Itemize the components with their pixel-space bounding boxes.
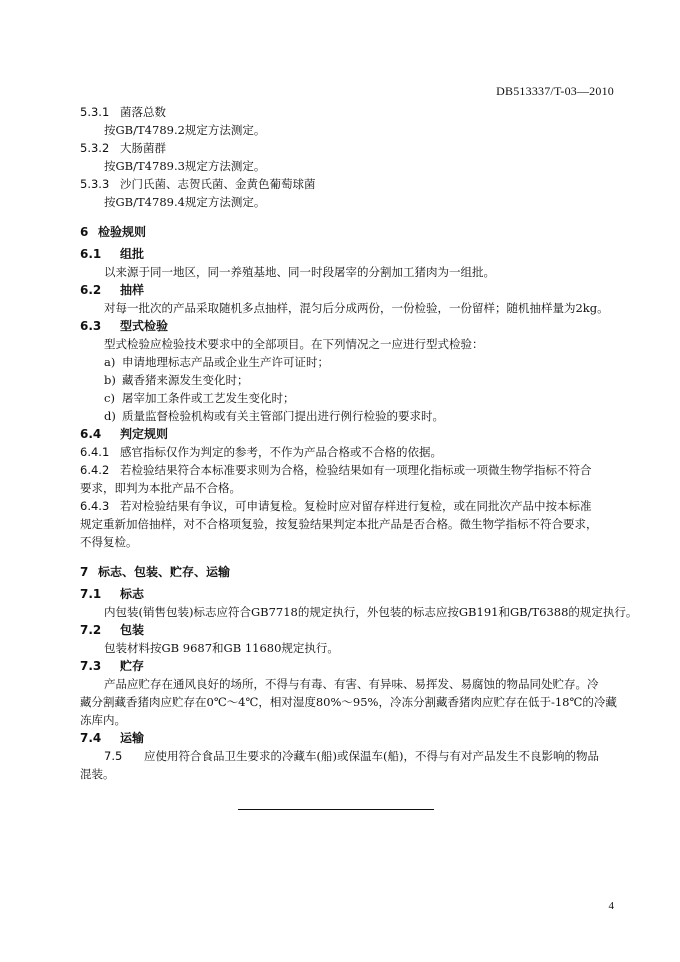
section-6-2-text: 对每一批次的产品采取随机多点抽样，混匀后分成两份，一份检验，一份留样；随机抽样量为2kg。 [104,301,609,315]
page-body [80,103,638,783]
section-7-5-text: 7.5 应使用符合食品卫生要求的冷藏车(船)或保温车(船)，不得与有对产品发生不良影响的物品 [104,749,599,763]
section-6-1-heading: 6.1 组批 [80,247,145,261]
list-item: c) 屠宰加工条件或工艺发生变化时； [104,391,295,405]
section-7-heading: 7 标志、包装、贮存、运输 [80,565,231,579]
document-code: DB513337/T-03—2010 [496,84,614,98]
section-6-2-heading: 6.2 抽样 [80,283,145,297]
section-5-3-3-text: 按GB/T4789.4规定方法测定。 [104,195,266,209]
section-7-1-heading: 7.1 标志 [80,587,145,601]
section-5-3-2-heading: 5.3.2 大肠菌群 [80,141,166,155]
section-7-3-heading: 7.3 贮存 [80,659,145,673]
section-7-3-continuation: 冻库内。 [80,713,126,727]
list-item: b) 藏香猪来源发生变化时； [104,373,249,387]
section-5-3-2-text: 按GB/T4789.3规定方法测定。 [104,159,266,173]
section-5-3-1-text: 按GB/T4789.2规定方法测定。 [104,123,266,137]
section-7-4-heading: 7.4 运输 [80,731,145,745]
section-6-4-3-continuation: 不得复检。 [80,535,138,549]
section-6-heading: 6 检验规则 [80,225,147,239]
page-number: 4 [608,900,614,912]
section-7-5-continuation: 混装。 [80,767,115,781]
section-6-4-3-continuation: 规定重新加倍抽样，对不合格项复验，按复验结果判定本批产品是否合格。微生物学指标不符合要求， [80,517,598,531]
section-6-4-2-text: 6.4.2 若检验结果符合本标准要求则为合格，检验结果如有一项理化指标或一项微生物学指标不符合 [80,463,592,477]
section-7-3-text: 产品应贮存在通风良好的场所，不得与有毒、有害、有异味、易挥发、易腐蚀的物品同处贮存。冷 [104,677,599,691]
list-item: d) 质量监督检验机构或有关主管部门提出进行例行检验的要求时。 [104,409,444,423]
section-6-4-1-text: 6.4.1 感官指标仅作为判定的参考，不作为产品合格或不合格的依据。 [80,445,442,459]
section-5-3-1-heading: 5.3.1 菌落总数 [80,105,166,119]
section-7-3-continuation: 藏分割藏香猪肉应贮存在0℃～4℃，相对湿度80%～95%，冷冻分割藏香猪肉应贮存在低于-18℃的冷藏 [80,695,617,709]
section-6-3-heading: 6.3 型式检验 [80,319,169,333]
list-item: a) 申请地理标志产品或企业生产许可证时； [104,355,329,369]
section-7-2-heading: 7.2 包装 [80,623,145,637]
end-rule [238,809,434,810]
section-6-4-3-text: 6.4.3 若对检验结果有争议，可申请复检。复检时应对留存样进行复检，或在同批次产品中按本标准 [80,499,592,513]
section-6-1-text: 以来源于同一地区，同一养殖基地、同一时段屠宰的分割加工猪肉为一组批。 [104,265,495,279]
section-6-3-text: 型式检验应检验技术要求中的全部项目。在下列情况之一应进行型式检验： [104,337,484,351]
section-6-4-2-continuation: 要求，即判为本批产品不合格。 [80,481,241,495]
section-7-2-text: 包装材料按GB 9687和GB 11680规定执行。 [104,641,339,655]
section-7-1-text: 内包装(销售包装)标志应符合GB7718的规定执行，外包装的标志应按GB191和GB/T6388的规定执行。 [104,605,638,619]
section-6-4-heading: 6.4 判定规则 [80,427,169,441]
section-5-3-3-heading: 5.3.3 沙门氏菌、志贺氏菌、金黄色葡萄球菌 [80,177,316,191]
